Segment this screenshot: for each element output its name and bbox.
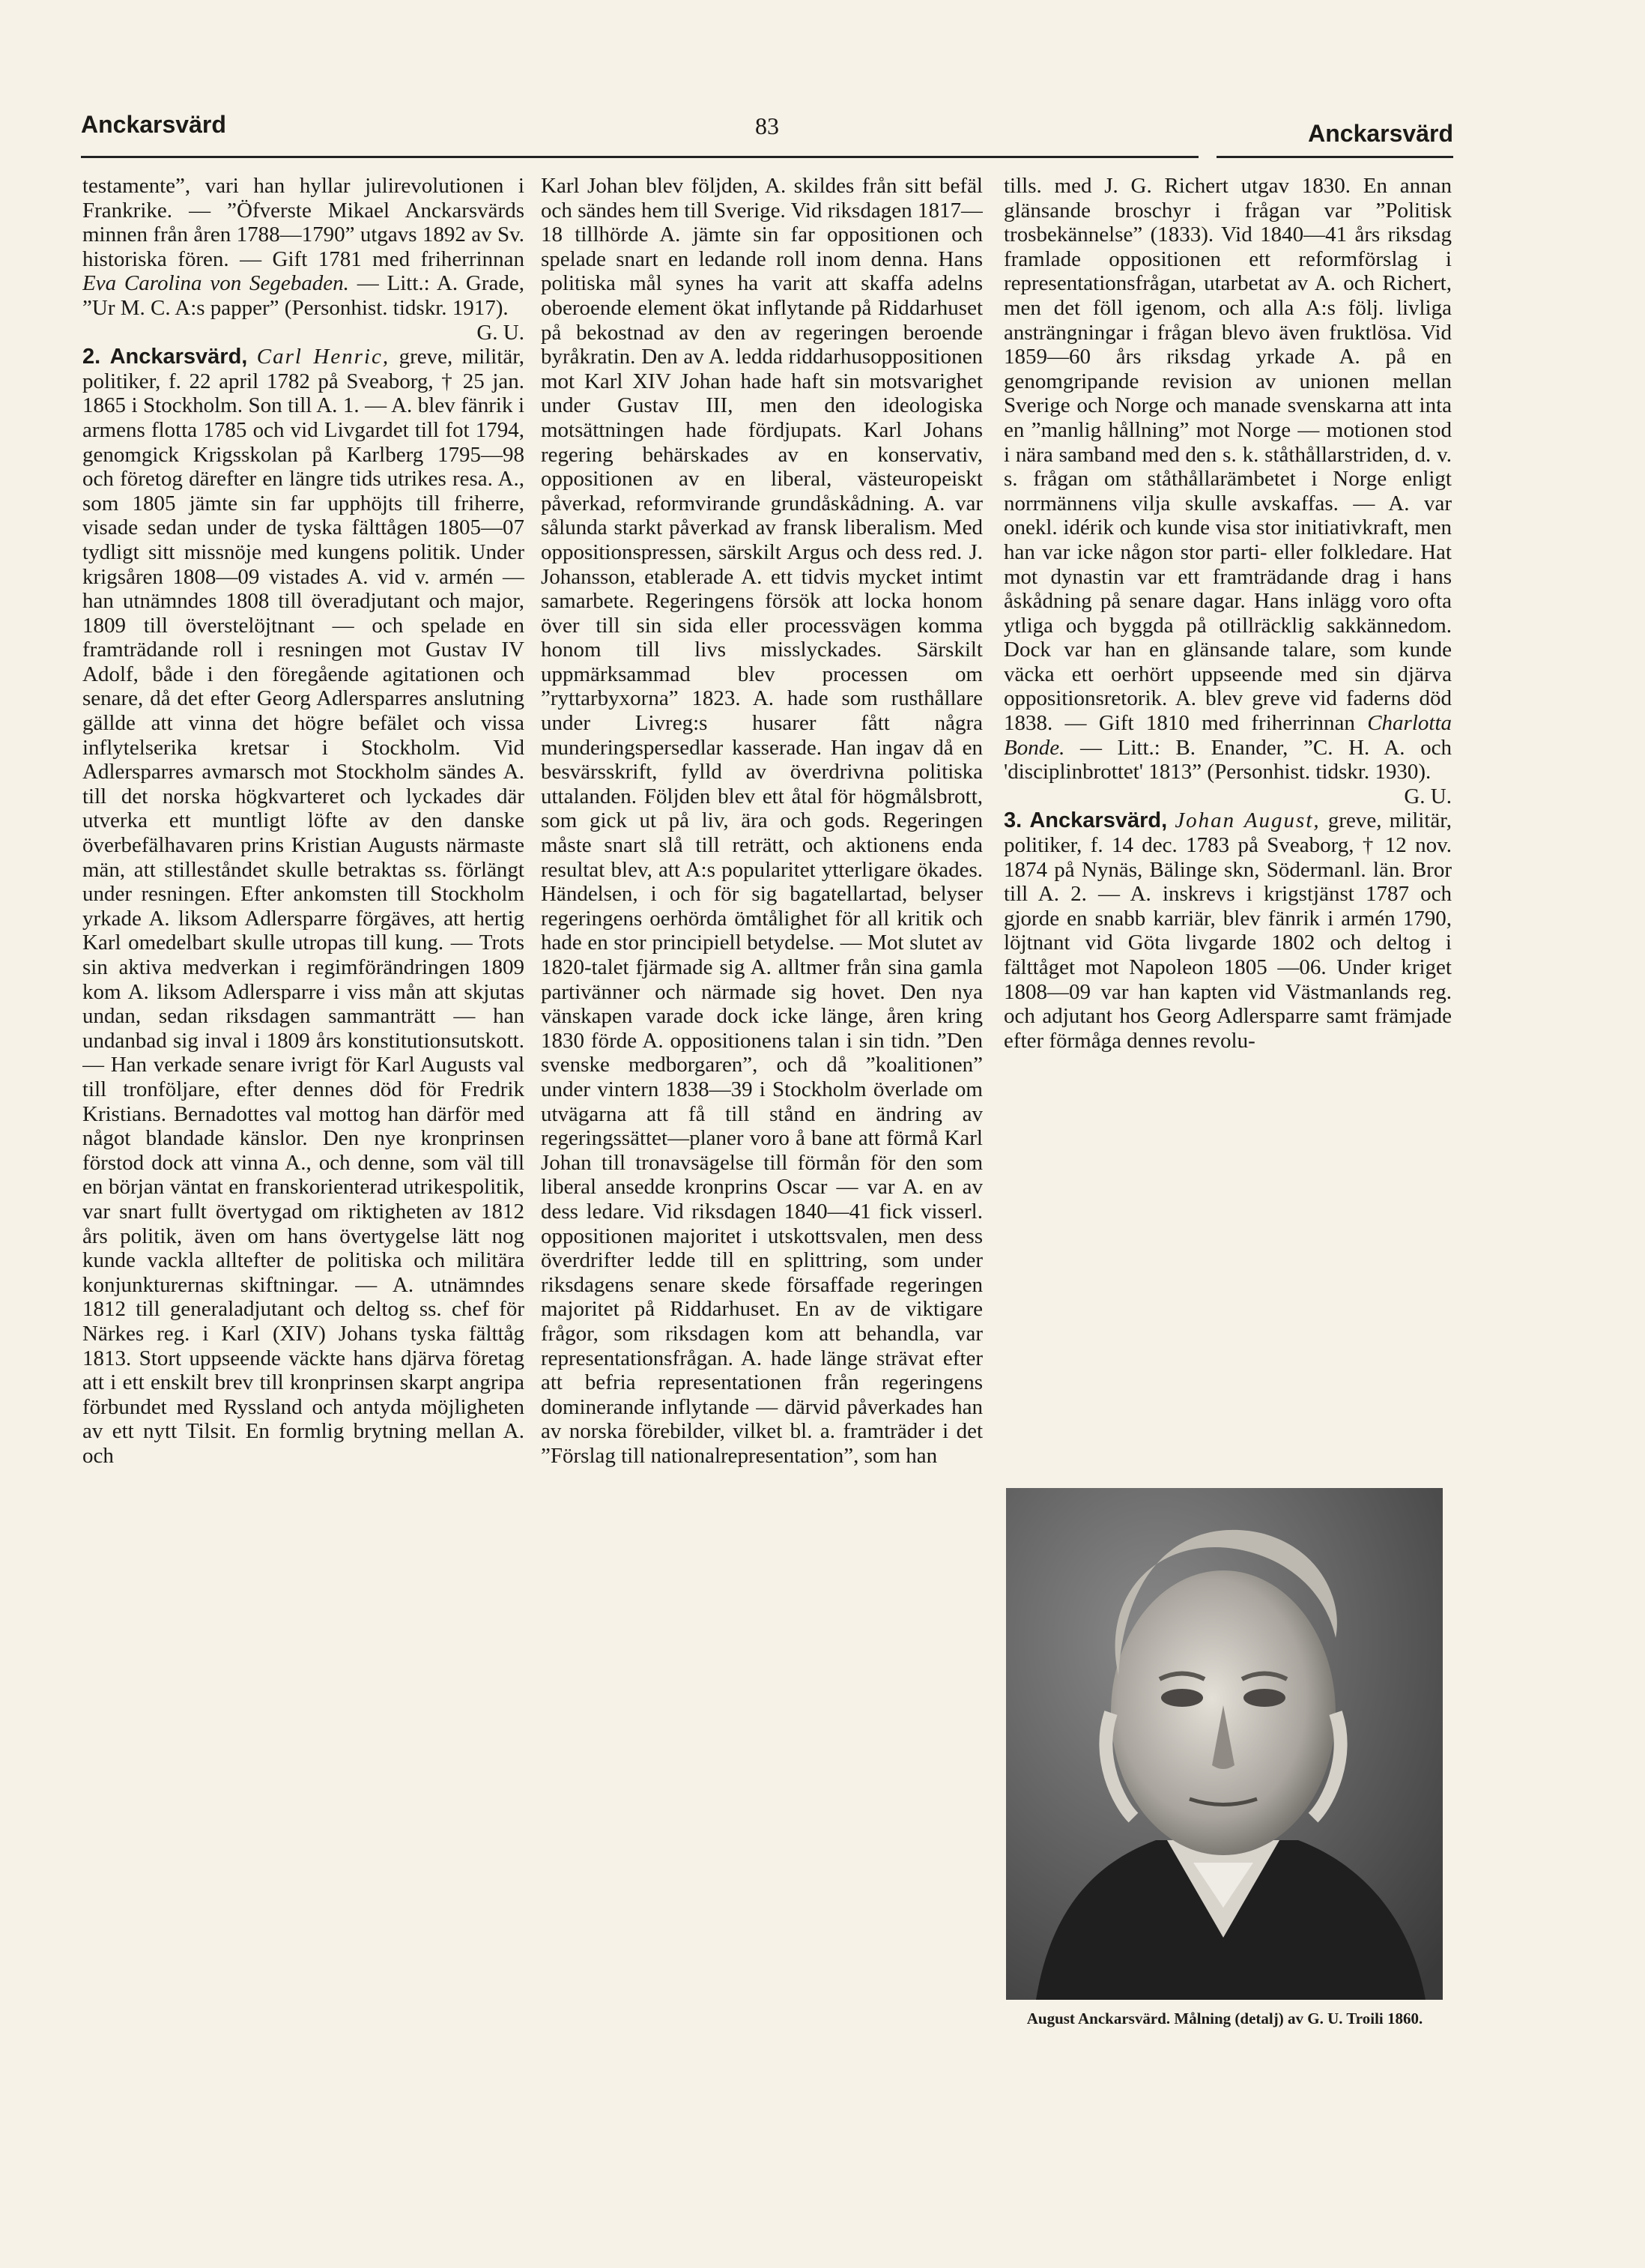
entry-2: 2. Anckarsvärd, Carl Henric, greve, militär, politiker, f. 22 april 1782 på Sveaborg, † 25 jan. 1865 i Stockholm. Son till A. 1. — A. blev fänrik i armens flotta 1785 och vid Livgardet till fot 1794, genomgick Krigsskolan på Karlberg 1795—98 och företog därefter en längre tids utrikes resa. A., som 1805 jämte sin far upphöjts till friherre, visade sedan under de tyska fälttågen 1805—07 tydligt sitt missnöje med kungens politik. Under krigsåren 1808—09 vistades A. vid v. armén — han utnämndes 1808 till överadjutant och major, 1809 till överstelöjtnant — och spelade en framträdande roll i resningen mot Gustav IV Adolf, både i den föregående agitationen och senare, då det efter Georg Adlersparres anslutning gällde att vinna det högre befälet och vissa inflytelserika kretsar i Stockholm. Vid Adlersparres avmarsch mot Stockholm sändes A. till det norska högkvarteret och lyckades där utverka ett muntligt löfte av den danske överbefälhavaren prins Kristian Augusts närmaste män, att stilleståndet skulle betraktas ss. förlängt under resningen. Efter ankomsten till Stockholm yrkade A. liksom Adlersparre förgäves, att hertig Karl omedelbart skulle utropas till kung. — Trots sin aktiva medverkan i regimförändringen 1809 kom A. liksom Adlersparre i viss mån att skjutas undan, sedan riksdagen sammanträtt — han undanbad sig inval i 1809 års konstitutionsutskott. — Han verkade senare ivrigt för Karl Augusts val till tronföljare, efter dennes död för Fredrik Kristians. Bernadottes val mottog han därför med något blandade känslor. Den nye kronprinsen förstod dock att vinna A., och denne, som väl till en början väntat en franskorienterad utrikespolitik, var snart fullt övertygad om riktigheten av 1812 års politik, även om hans övertygelse lätt nog kunde vackla alltefter de politiska och militära konjunkturernas skiftningar. — A. utnämndes 1812 till generaladjutant och deltog ss. chef för Närkes reg. i Karl (XIV) Johans tyska fälttåg 1813. Stort uppseende väckte hans djärva företag att i ett enskilt brev till kronprinsen skarpt angripa förbundet med Ryssland och antyda möjligheten av ett nytt Tilsit. En formlig brytning mellan A. och: [82, 345, 524, 1468]
column-1: [82, 174, 524, 2084]
header-rule: [81, 156, 1453, 158]
figure-caption: August Anckarsvärd. Målning (detalj) av G. U. Troili 1860.: [1026, 2010, 1423, 2027]
entry-2-continued: Karl Johan blev följden, A. skildes från sitt befäl och sändes hem till Sverige. Vid riksdagen 1817—18 tillhörde A. jämte sin far oppositionen och spelade snart en ledande roll inom denna. Hans politiska mål synes ha varit att skaffa adelns oberoende element ökat inflytande på Riddarhuset på bekostnad av den av regeringen beroende byråkratin. Den av A. ledda riddarhusoppositionen mot Karl XIV Johan hade haft sin motsvarighet under Gustav III, men den ideologiska motsättningen hade fördjupats. Karl Johans regering behärskades av en konservativ, oppositionen av en liberal, västeuropeiskt påverkad, reformvirande grundåskådning. A. var sålunda starkt påverkad av fransk liberalism. Med oppositionspressen, särskilt Argus och dess red. J. Johansson, etablerade A. ett tidvis mycket intimt samarbete. Regeringens försök att locka honom över till sin sida eller processvägen komma honom till livs misslyckades. Särskilt uppmärksammad blev processen om ”ryttarbyxorna” 1823. A. hade som rusthållare under Livreg:s husarer fått några munderingspersedlar kasserade. Han ingav då en besvärsskrift, fylld av överdrivna politiska uttalanden. Följden blev ett åtal för högmålsbrott, som gick ut på liv, ära och gods. Regeringen måste snart slå till reträtt, och aktionens enda resultat blev, att A:s popularitet ytterligare ökades. Händelsen, i och för sig bagatellartad, belyser regeringens oerhörda ömtålighet för all kritik och hade en stor principiell betydelse. — Mot slutet av 1820-talet fjärmade sig A. alltmer från sina gamla partivänner och närmade sig hovet. Den nya vänskapen varade dock icke länge, åren kring 1830 förde A. oppositionens talan i sin tidn. ”Den svenske medborgaren”, och då ”koalitionen” under vintern 1838—39 i Stockholm överlade om utvägarna att få till stånd en ändring av regeringssättet—planer voro å bane att förmå Karl Johan till tronavsägelse till förmån för den som liberal ansedde kronprins Oscar — var A. en av dess ledare. Vid riksdagen 1840—41 fick visserl. oppositionen majoritet i utskottsvalen, men dess överdrifter ledde till en splittring, som under riksdagens senare skede försaffade regeringen majoritet på Riddarhuset. En av de viktigare frågor, som riksdagen kom att behandla, var representationsfrågan. A. hade länge strävat efter att befria representationen från regeringens dominerande inflytande — därvid påverkades han av norska förebilder, vilket bl. a. framträder i det ”Förslag till nationalrepresentation”, som han: [541, 174, 983, 1468]
running-head-right: Anckarsvärd: [1308, 120, 1453, 147]
entry-2-end: tills. med J. G. Richert utgav 1830. En annan glänsande broschyr i frågan var ”Politisk trosbekännelse” (1833). Vid 1840—41 års riksdag framlade oppositionen ett reformförslag i representationsfrågan, utarbetat av A. och Richert, men det föll igenom, och alla A:s följ. livliga ansträngningar i frågan blevo även fruktlösa. Vid 1859—60 års riksdag yrkade A. på en genomgripande revision av unionen mellan Sverige och Norge och manade svenskarna att inta en ”manlig hållning” mot Norge — motionen stod i nära samband med den s. k. ståthållarstriden, d. v. s. frågan om ståthållarämbetet i Norge enligt norrmännens vilja skulle avskaffas. — A. var onekl. idérik och kunde visa stor initiativkraft, men han var icke någon stor parti- eller folkledare. Hat mot dynastin var ett framträdande drag i hans åskådning på senare dagar. Hans inlägg voro ofta ytliga och byggda på otillräcklig sakkännedom. Dock var han en glänsande talare, som kunde väcka ett oerhört uppseende med sin djärva oppositionsretorik. A. blev greve vid faderns död 1838. — Gift 1810 med friherrinnan Charlotta Bonde. — Litt.: B. Enander, ”C. H. A. och 'disciplinbrottet' 1813” (Personhist. tidskr. 1930). G. U.: [1004, 174, 1452, 808]
column-2: [541, 174, 983, 2084]
entry-3: 3. Anckarsvärd, Johan August, greve, militär, politiker, f. 14 dec. 1783 på Sveaborg, † 12 nov. 1874 på Nynäs, Bälinge skn, Södermanl. län. Bror till A. 2. — A. inskrevs i krigstjänst 1787 och gjorde en snabb karriär, blev fänrik i armén 1790, löjtnant vid Göta livgarde 1802 och deltog i fälttåget mot Napoleon 1805 —06. Under kriget 1808—09 var han kapten vid Västmanlands reg. och adjutant hos Georg Adlersparre samt främjade efter förmåga dennes revolu-: [1004, 808, 1452, 1053]
author-signature: G. U.: [1404, 784, 1452, 808]
spouse-name: Eva Carolina von Segebaden.: [82, 271, 349, 296]
portrait-image: [1006, 1488, 1443, 2000]
entry-3-number: 3.: [1004, 808, 1023, 833]
entry-3-given-names: Johan August,: [1175, 808, 1321, 833]
running-head-left: Anckarsvärd: [81, 111, 226, 138]
column-3: [1004, 174, 1452, 1440]
entry-2-given-names: Carl Henric,: [256, 345, 390, 369]
author-signature: G. U.: [476, 320, 524, 345]
spouse-name: Charlotta Bonde.: [1004, 711, 1452, 760]
entry-3-surname: Anckarsvärd,: [1029, 808, 1168, 833]
entry-2-surname: Anckarsvärd,: [109, 345, 248, 369]
page-number: 83: [755, 112, 779, 139]
entry-2-number: 2.: [82, 345, 101, 369]
entry-1-continuation: testamente”, vari han hyllar julirevolutionen i Frankrike. — ”Öfverste Mikael Anckarsvärds minnen från åren 1788—1790” utgavs 1892 av Sv. historiska fören. — Gift 1781 med friherrinnan Eva Carolina von Segebaden. — Litt.: A. Grade, ”Ur M. C. A:s papper” (Personhist. tidskr. 1917). G. U.: [82, 174, 524, 345]
running-head: [81, 111, 1453, 156]
